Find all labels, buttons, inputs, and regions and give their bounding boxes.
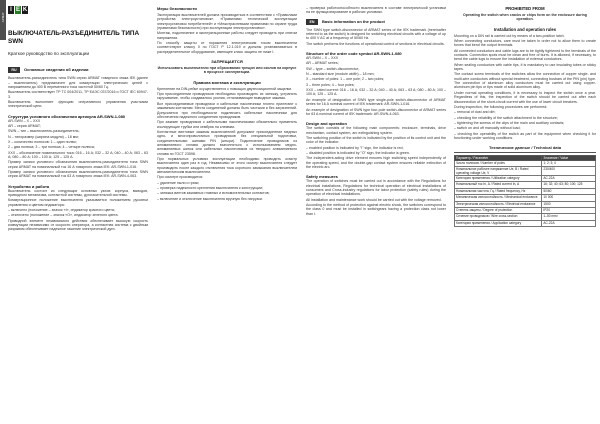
section-basic-info-ru <box>8 67 148 73</box>
paragraph: The operation of switches must be carried out in accordance with the Regulations for electrical installations, Regulations for technical operation of electrical installations of consumers and Cross-industry regulations for labor protection (safety rules) during the operation of electrical installations. <box>306 179 446 197</box>
language-badge-ru: RU <box>8 67 20 73</box>
table-cell: Сечение проводников / Wire cross-section <box>455 214 542 220</box>
paragraph: Выключатель-разъединитель типа SWN серии ARMAT товарного знака IEK (далее – выключатель) предназначен для коммутации электрических цепей с напряжением до 400 В переменного тока частотой 50/60 Гц. <box>8 76 148 89</box>
section-heading: Устройство и работа <box>8 183 50 189</box>
paragraph: Пример записи условного обозначения выключателя-разъединителя типа SWN серии ARMAT на номинальный ток 63 А товарного знака IEK: AR-SWN-4-063. <box>8 170 148 179</box>
paragraph: – enabled position is indicated by "I" sign, the indicator is red; <box>306 145 404 150</box>
paragraph: – disabled position is indicated by "O" sign, the indicator is green. <box>306 150 410 155</box>
paragraph: – removal of dust and dirt; <box>454 110 496 115</box>
logo-letter-e: E <box>15 7 20 13</box>
table-header-cell: Значение / Value <box>542 155 596 160</box>
table-row <box>455 166 596 175</box>
paragraph: XXX – обозначение номинального тока: 016 – 16 А; 032 – 32 А; 040 – 40 А; 063 – 63 А; 080 – 80 А; 100 – 100 А; 125 – 125 А. <box>8 150 148 159</box>
table-header-cell: Параметр / Parameter <box>455 155 542 160</box>
paragraph: 2 – два полюса; 3 – три полюса; 4 – четыре полюса; <box>8 145 95 150</box>
tech-data-table <box>454 155 596 228</box>
section-heading: Basic information on the product <box>322 18 385 24</box>
paragraph: Эксплуатация выключателей должна производиться в соответствии с «Правилами устройства электроустановок», «Правилами технической эксплуатации электроустановок потребителей» и «Межотраслевыми правилами по охране труда (правилами безопасности) при эксплуатации электроустановок». <box>157 13 297 31</box>
paragraph: When sealing conductors with cable tips, it is mandatory to use insulating tubes or sticky tapes. <box>454 62 596 72</box>
paragraph: – включено (положение – значок «I», индикатор красного цвета; <box>8 208 115 213</box>
paragraph: The switching position of the switch is indicated by the position of its control unit and the color of the indicator: <box>306 135 446 145</box>
column-4 <box>454 6 596 420</box>
section-basic-info-en <box>306 19 446 25</box>
paragraph: Пример записи условного обозначения выключателя-разъединителя типа SWN серии ARMAT на номинальный ток 16 А товарного знака IEK: AR-SWN-1-016. <box>8 160 148 169</box>
paragraph: – проверка надежности крепления выключателя к конструкции; <box>157 186 264 190</box>
paragraph: The independent-acting drive element ensures high switching speed independently of the operating speed, and the double-gap contact system ensures reliable extinction of the electric arc. <box>306 156 446 169</box>
table-cell: 1–50 mm² <box>542 214 596 220</box>
paragraph: AR-SWN – X – XXX <box>306 56 339 61</box>
paragraph: – checking the reliability of the switch attachment to the structure; <box>454 115 558 120</box>
paragraph: According to the method of protection against electric shock, the switches correspond to the class 0 and must be installed in switchgears having a protection class not lower than I. <box>306 203 446 216</box>
prohibited-text: Operating the switch when cracks or chips form on the enclosure during operation. <box>462 13 587 22</box>
section-heading: Design and operation <box>306 121 347 127</box>
paragraph: – затяжка винтов зажимных главных и вспомогательных контактов; <box>157 191 270 196</box>
paragraph: All connected conductors and cable lugs are to be tightly tightened to the terminals of the contacts. Connection spots must be clean and free of burrs. It is allowed, if necessary, to bend the cable lugs to ensure the installation of external conductors. <box>454 48 596 62</box>
paragraph: – tightening the screws of the clips of the main and auxiliary contacts; <box>454 120 565 125</box>
paragraph: During inspection, the following procedures are performed: <box>454 104 548 109</box>
column-3 <box>306 6 446 420</box>
paragraph: Under normal operating conditions, it is necessary to inspect the switch once a year. Regardless of this, the inspection of the switch should be carried out after each disconnection of the short-circuit current with the use of lower circuit breakers. <box>454 90 596 104</box>
paragraph: – отключено (положение – значок «O», индикатор зеленого цвета. <box>8 213 119 218</box>
paragraph: Монтаж, подключение и эксплуатационные работы следует проводить при снятом напряжении. <box>157 31 297 40</box>
table-cell: AC-22A <box>542 220 596 226</box>
table-cell: Число полюсов / Number of poles <box>455 160 542 166</box>
paragraph: All installation and maintenance work should be carried out with the voltage removed. <box>306 197 442 202</box>
paragraph: При зажиме проводников с кабельными наконечниками обязательно применять изолирующие трубки или кембрик на клеммах. <box>157 120 297 129</box>
paragraph: AR – ARMAT series; <box>306 61 339 66</box>
paragraph: An example of designation of SWN type four-pole switch-disconnector of ARMAT series for 63 A nominal current of IEK trademark: AR-SWN-4-063. <box>306 107 446 116</box>
paragraph: Коммутационное положение выключателя указывается положением рукоятки управления и цветом индикатора: <box>8 198 148 207</box>
paragraph: Крепление на DIN-рейке осуществляется с помощью двухпозиционной защелки. <box>157 86 293 91</box>
table-cell: Механическая износостойкость / Mechanical endurance <box>455 195 542 201</box>
paragraph: The switch consists of the following main components: enclosure, terminals, drive mechanism, contact system, arc extinguishing system. <box>306 126 446 135</box>
paragraph: При осмотре производится: <box>157 175 204 180</box>
document-title: ВЫКЛЮЧАТЕЛЬ-РАЗЪЕДИНИТЕЛЬ ТИПА SWN <box>8 30 140 45</box>
iek-logo <box>8 6 148 14</box>
paragraph: The switch performs the functions of operational control of sections in electrical circuits. <box>306 41 445 46</box>
table-cell: 1; 2; 3; 4 <box>542 160 596 166</box>
paragraph: Mounting on a DIN rail is carried out by means of a two-position latch. <box>454 33 565 38</box>
paragraph: Выключатель выполняет функцию оперативного управления участками электрической цепи. <box>8 99 148 109</box>
tech-data-title: Технические данные / Technical data <box>454 146 596 152</box>
paragraph: – switch on and off manually without load; <box>454 126 521 131</box>
section-heading: Меры безопасности <box>157 6 197 11</box>
table-cell: 50/60 <box>542 188 596 194</box>
paragraph: 3 – three poles; 4 – four poles; <box>306 82 355 87</box>
column-1 <box>8 6 148 420</box>
logo-letter-i: I <box>8 6 14 14</box>
paragraph: При присоединении проводников необходимо производить их затяжку, устранять скручивание, чтобы создавались усилия, отталкивающие выводные зажимы. <box>157 92 297 101</box>
warning-heading: ЗАПРЕЩАЕТСЯ <box>211 59 243 65</box>
paragraph: Выключатель состоит из следующих основных узлов: корпуса, выводов, приводного механизма, контактной системы, дугогасительной системы. <box>8 188 148 198</box>
paragraph: При нормальных условиях эксплуатации необходимо проводить осмотр выключателя один раз в год. Независимо от этого осмотр выключателя следует производить после каждого отключения тока короткого замыкания выключателем автоматическим выключателем. <box>157 156 297 174</box>
paragraph: X – number of poles: 1 – one pole; 2 – two poles; <box>306 77 385 82</box>
table-cell: Степень защиты / Degree of protection <box>455 207 542 213</box>
paragraph: SWN – тип – выключатель-разъединитель; <box>8 129 80 134</box>
paragraph: AR – серия ARMAT; <box>8 123 41 128</box>
paragraph: – проверка работоспособности выключателя в составе электрической установки на ее функционирование в рабочих условиях. <box>306 6 446 15</box>
paragraph: По способу защиты от поражения электрическим током выключатели соответствуют классу 0 по ГОСТ Р 12.1.019 и должны устанавливаться в распределительное оборудование, имеющее класс защиты не ниже I. <box>157 41 297 54</box>
paragraph: Контактные винтовые зажимы выключателей допускают присоединение медных одно- и многопроволочных проводников без специальной подготовки, соединительными шинами PIN (штыри). Подключение проводников из алюминиевого сплава должно выполняться с использованием медно-алюминиевых шинок или кабельных наконечников из твердого алюминиевого сплава по ГОСТ 23598. <box>157 129 297 156</box>
table-cell: AC-22A <box>542 175 596 181</box>
paragraph: – checking the operability of the switch as part of the equipment when checking it for functioning under working conditions. <box>454 131 596 140</box>
table-cell: Категория применения / Utilization category <box>455 175 542 181</box>
paragraph: An example of designation of SWN type single-pole switch-disconnector of ARMAT series for 16 A nominal current of IEK trademark: AR-SWN-1-016. <box>306 97 446 107</box>
table-cell: 1500 <box>542 201 596 207</box>
prohibited-heading: PROHIBITED FROM <box>505 6 545 11</box>
table-cell: Номинальный ток In, А / Rated current In, A <box>455 182 542 188</box>
table-cell: Категория применения / Application category <box>455 220 542 226</box>
section-heading: Основные сведения об изделии <box>24 67 89 73</box>
table-cell: 230/400 <box>542 166 596 175</box>
table-cell: IP20 <box>542 207 596 213</box>
document-subtitle: Краткое руководство по эксплуатации <box>8 51 90 57</box>
warning-text: Использовать выключатели при образовании трещин или сколов на корпусе в процессе эксплуатации. <box>157 66 297 75</box>
section-heading: Installation and operation rules <box>493 26 557 32</box>
table-cell: 16; 32; 40; 63; 80; 100; 125 <box>542 182 596 188</box>
table-cell: Электрическая износостойкость / Electrical endurance <box>455 201 542 207</box>
side-tab <box>0 0 6 40</box>
section-heading: Правила монтажа и эксплуатации <box>193 79 261 85</box>
table-cell: 10 000 <box>542 195 596 201</box>
logo-letter-k: K <box>22 7 28 13</box>
paragraph: Приводной элемент независимого действия обеспечивает высокую скорость коммутации независимо от скорости оператора, а контактная система с двойным разрывом обеспечивает надежное гашение электрической дуги. <box>8 218 148 232</box>
section-heading: Safety measures <box>306 174 338 180</box>
paragraph: SW – type – switch-disconnector; <box>306 66 360 71</box>
section-heading: Structure of the order code symbol AR-SWN-1-080 <box>306 51 402 57</box>
paragraph: AR-SWN – X – XXX <box>8 118 41 123</box>
table-cell: Номинальная частота, Гц / Rated frequency, Hz <box>455 188 542 194</box>
paragraph: The SWN type switch-disconnector of ARMAT series of the IEK trademark (hereinafter referred to as the switch) is designed for switching electrical circuits with a voltage of up to 400 V AC at a frequency of 50/60 Hz. <box>306 27 446 41</box>
paragraph: When connecting conductors, care must be taken in order not to allow them to create forces that bend the output terminals. <box>454 39 596 48</box>
table-row <box>455 220 596 226</box>
paragraph: XXX – rated current: 016 – 16 A; 032 – 32 A; 040 – 40 A; 063 – 63 A; 080 – 80 A; 100 – 100 A; 125 – 125 A. <box>306 88 446 97</box>
column-2 <box>157 6 297 420</box>
paragraph: The contact screw terminals of the switches allow the connection of copper single- and multi-wire conductors without special treatment, connecting busbars of the PIN (pin) type. The connection of aluminum alloy conductors must be carried out using copper-aluminum pin tips or tips made of solid aluminum alloy. <box>454 72 596 90</box>
side-tab-label: АРМАТ <box>0 12 5 23</box>
paragraph: – удаление пыли и грязи; <box>157 180 200 185</box>
paragraph: N – типоразмер (ширина модуля) – 18 мм; <box>8 134 79 139</box>
section-heading: Структура условного обозначения артикула AR-SWN-1-080 <box>8 113 126 119</box>
paragraph: X – количество полюсов: 1 – один полюс; <box>8 139 78 144</box>
language-badge-en: EN <box>306 19 318 25</box>
paragraph: Все присоединяемые проводники и кабельные наконечники плотно прилегают к зажимным контактам. Места соединений должны быть чистыми и без загрязнений. Допускается при необходимости подключать кабельные наконечники для обеспечения надежного соединения проводников. <box>157 101 297 119</box>
table-cell: Номинальное рабочее напряжение Ue, В / Rated operating voltage Ue, V <box>455 166 542 175</box>
paragraph: – включение и отключение выключателя вручную без нагрузки. <box>157 196 263 201</box>
paragraph: N – standard size (module width) – 18 mm; <box>306 72 375 77</box>
paragraph: Выключатель соответствует ТР ТС 004/2011, ТР ЕАЭС 037/2016 и ГОСТ IEC 60947-3. <box>8 90 148 99</box>
